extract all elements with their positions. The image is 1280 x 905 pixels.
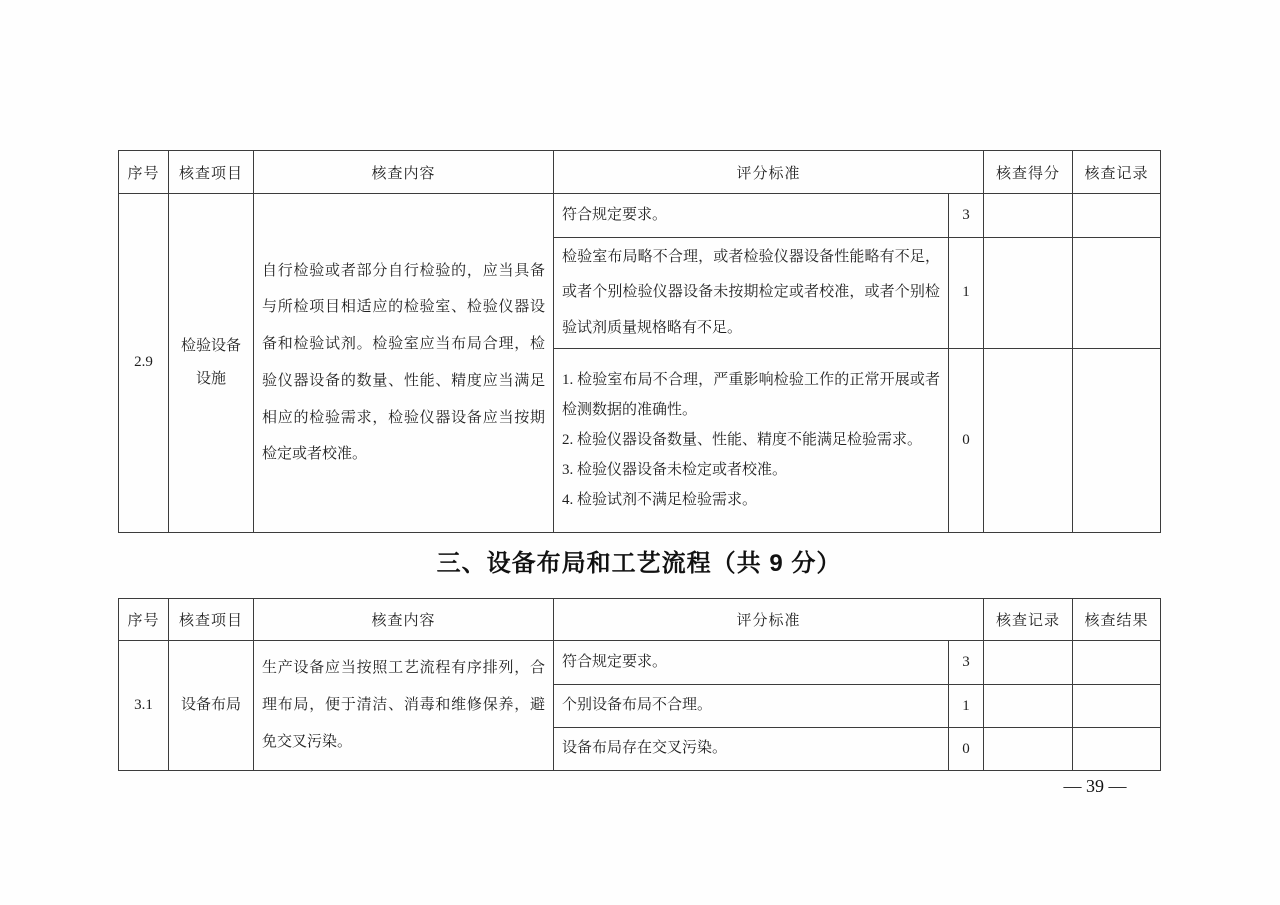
record-entry-cell (984, 641, 1073, 685)
header-inspection-content: 核查内容 (254, 599, 554, 641)
criteria-score-cell: 1 (949, 685, 984, 728)
table-header-row (119, 599, 1161, 641)
score-entry-cell (984, 238, 1073, 349)
table-header-row (119, 151, 1161, 194)
header-inspection-record: 核查记录 (1073, 151, 1161, 194)
serial-number-cell: 3.1 (119, 641, 169, 771)
section-heading: 三、设备布局和工艺流程（共 9 分） (436, 550, 842, 577)
record-entry-cell (1073, 348, 1161, 532)
criteria-text-cell: 符合规定要求。 (554, 641, 949, 685)
inspection-table-section2 (118, 150, 1161, 533)
inspection-item-cell: 设备布局 (169, 641, 254, 771)
criteria-score-cell: 3 (949, 641, 984, 685)
score-entry-cell (984, 348, 1073, 532)
inspection-table-section3 (118, 598, 1161, 771)
header-serial-number: 序号 (119, 599, 169, 641)
criteria-text-cell: 设备布局存在交叉污染。 (554, 728, 949, 771)
record-entry-cell (984, 728, 1073, 771)
criteria-list-line: 2. 检验仪器设备数量、性能、精度不能满足检验需求。 (562, 432, 923, 449)
inspection-content-cell: 生产设备应当按照工艺流程有序排列，合理布局，便于清洁、消毒和维修保养，避免交叉污染。 (254, 641, 554, 771)
header-inspection-result: 核查结果 (1073, 599, 1161, 641)
inspection-content-cell: 自行检验或者部分自行检验的，应当具备与所检项目相适应的检验室、检验仪器设备和检验试剂。检验室应当布局合理，检验仪器设备的数量、性能、精度应当满足相应的检验需求，检验仪器设备应当按期检定或者校准。 (254, 194, 554, 533)
criteria-list-cell (554, 348, 949, 532)
criteria-score-cell: 0 (949, 348, 984, 532)
table-row (119, 194, 1161, 238)
criteria-list-line: 4. 检验试剂不满足检验需求。 (562, 492, 758, 509)
score-entry-cell (984, 194, 1073, 238)
header-inspection-item: 核查项目 (169, 599, 254, 641)
record-entry-cell (984, 685, 1073, 728)
header-inspection-content: 核查内容 (254, 151, 554, 194)
header-inspection-score: 核查得分 (984, 151, 1073, 194)
header-inspection-item: 核查项目 (169, 151, 254, 194)
criteria-list-line: 3. 检验仪器设备未检定或者校准。 (562, 462, 788, 479)
criteria-score-cell: 0 (949, 728, 984, 771)
header-scoring-criteria: 评分标准 (554, 151, 984, 194)
criteria-score-cell: 3 (949, 194, 984, 238)
inspection-item-cell: 检验设备设施 (169, 194, 254, 533)
record-entry-cell (1073, 194, 1161, 238)
table-row (119, 641, 1161, 685)
result-entry-cell (1073, 728, 1161, 771)
result-entry-cell (1073, 641, 1161, 685)
record-entry-cell (1073, 238, 1161, 349)
page-number: — 39 — (1063, 776, 1127, 796)
header-scoring-criteria: 评分标准 (554, 599, 984, 641)
criteria-list-line: 1. 检验室布局不合理，严重影响检验工作的正常开展或者检测数据的准确性。 (562, 372, 940, 419)
criteria-score-cell: 1 (949, 238, 984, 349)
serial-number-cell: 2.9 (119, 194, 169, 533)
criteria-text-cell: 检验室布局略不合理，或者检验仪器设备性能略有不足，或者个别检验仪器设备未按期检定或者校准，或者个别检验试剂质量规格略有不足。 (554, 238, 949, 349)
criteria-text-cell: 个别设备布局不合理。 (554, 685, 949, 728)
criteria-text-cell: 符合规定要求。 (554, 194, 949, 238)
result-entry-cell (1073, 685, 1161, 728)
header-inspection-record: 核查记录 (984, 599, 1073, 641)
header-serial-number: 序号 (119, 151, 169, 194)
